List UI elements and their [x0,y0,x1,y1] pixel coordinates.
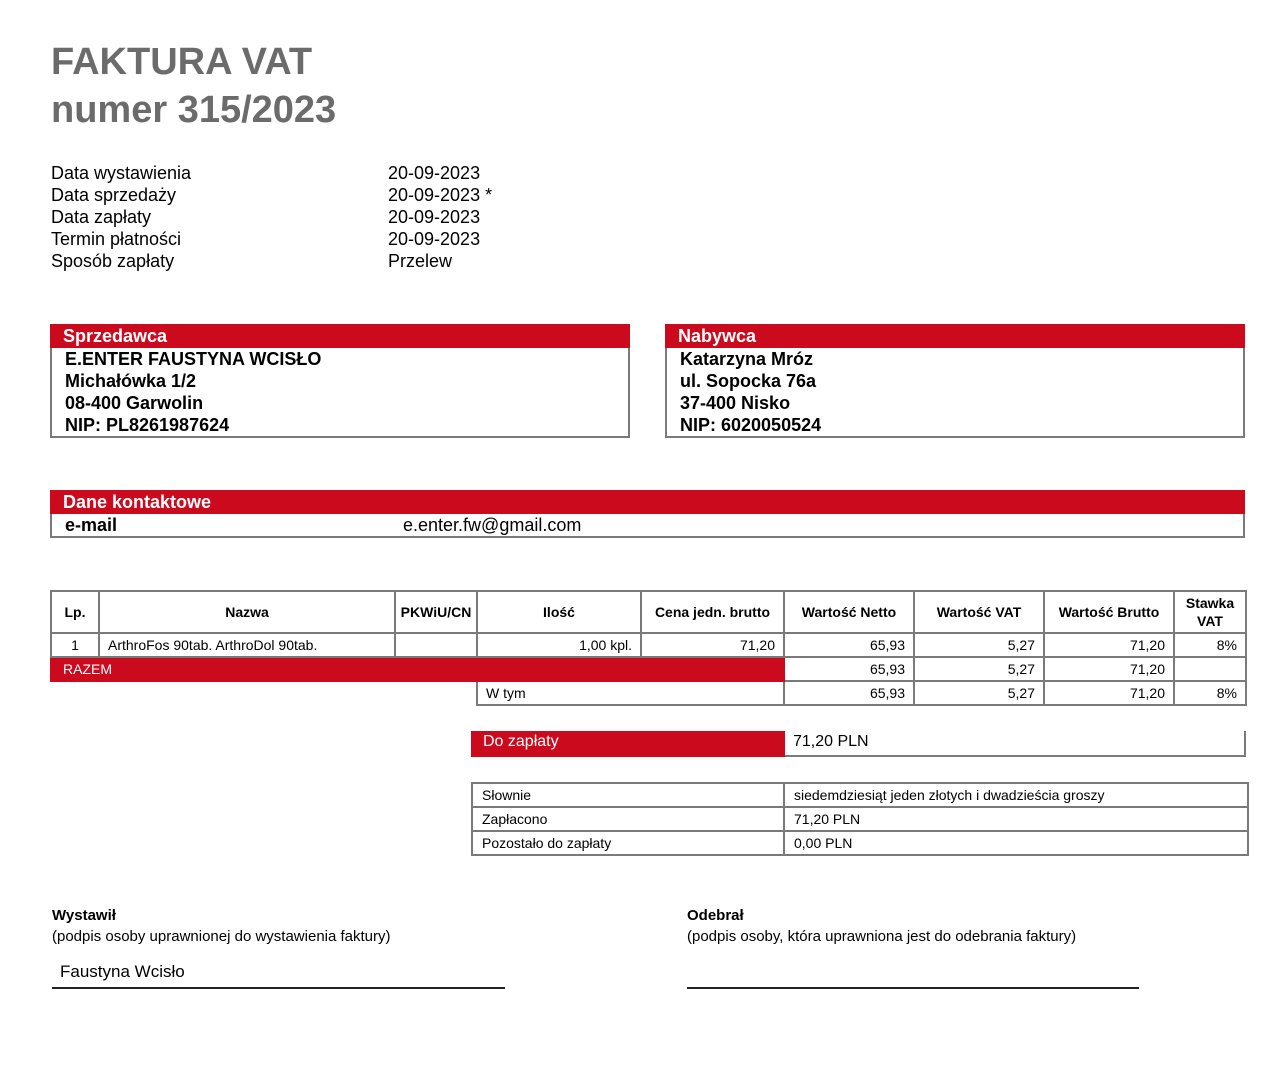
col-header: Stawka VAT [1174,591,1246,633]
summary-row [472,831,1248,855]
buyer-line: NIP: 6020050524 [680,415,822,435]
date-label: Data wystawienia [51,163,192,183]
receiver-title: Odebrał [687,907,744,924]
item-vat: 5,27 [914,633,1044,657]
including-netto: 65,93 [784,681,914,705]
col-header: Lp. [51,591,99,633]
invoice-number: numer 315/2023 [51,89,337,131]
col-header: Cena jedn. brutto [641,591,784,633]
date-label: Data sprzedaży [51,185,177,205]
total-netto: 65,93 [784,657,914,681]
items-table [50,590,1247,706]
invoice-title-text: FAKTURA VAT [51,41,313,83]
issuer-signature [52,905,505,989]
amount-due-box [471,731,1246,757]
buyer-header: Nabywca [665,324,1245,348]
seller-line: NIP: PL8261987624 [65,415,230,435]
including-label: W tym [477,681,784,705]
including-vat: 5,27 [914,681,1044,705]
summary-row [472,783,1248,807]
summary-value: 0,00 PLN [784,831,1248,855]
total-brutto: 71,20 [1044,657,1174,681]
receiver-signature [687,905,1139,989]
item-qty: 1,00 kpl. [477,633,641,657]
total-row [51,657,1246,681]
summary-label: Pozostało do zapłaty [472,831,784,855]
date-label: Data zapłaty [51,207,152,227]
including-row [51,681,1246,705]
buyer-line: ul. Sopocka 76a [680,371,817,391]
item-rate: 8% [1174,633,1246,657]
table-header-row [51,591,1246,633]
item-pkwiu [395,633,477,657]
total-label: RAZEM [51,657,784,681]
col-header: Wartość Brutto [1044,591,1174,633]
date-label: Termin płatności [51,229,182,249]
col-header: PKWiU/CN [395,591,477,633]
issuer-note: (podpis osoby uprawnionej do wystawienia faktury) [52,928,391,945]
issuer-signature-line: Faustyna Wcisło [52,957,505,989]
including-brutto: 71,20 [1044,681,1174,705]
issuer-title: Wystawił [52,907,116,924]
item-lp: 1 [51,633,99,657]
including-rate: 8% [1174,681,1246,705]
item-netto: 65,93 [784,633,914,657]
buyer-line: 37-400 Nisko [680,393,791,413]
receiver-note: (podpis osoby, która uprawniona jest do odebrania faktury) [687,928,1077,945]
payment-summary-table [471,782,1249,856]
amount-due-value: 71,20 PLN [793,733,869,750]
seller-line: 08-400 Garwolin [65,393,204,413]
item-brutto: 71,20 [1044,633,1174,657]
seller-line: Michałówka 1/2 [65,371,197,391]
buyer-line: Katarzyna Mróz [680,349,814,369]
seller-box [50,324,630,438]
contact-header: Dane kontaktowe [50,490,1245,514]
seller-header: Sprzedawca [50,324,630,348]
date-value: 20-09-2023 [388,163,481,183]
total-rate [1174,657,1246,681]
summary-label: Zapłacono [472,807,784,831]
table-row [51,633,1246,657]
date-value: Przelew [388,251,453,271]
col-header: Nazwa [99,591,395,633]
email-value: e.enter.fw@gmail.com [403,515,582,535]
spacer-cell [51,681,477,705]
date-value: 20-09-2023 [388,229,481,249]
item-name: ArthroFos 90tab. ArthroDol 90tab. [99,633,395,657]
date-value: 20-09-2023 [388,207,481,227]
total-vat: 5,27 [914,657,1044,681]
contact-box [50,490,1245,538]
summary-value: siedemdziesiąt jeden złotych i dwadzieścia groszy [784,783,1248,807]
date-label: Sposób zapłaty [51,251,175,271]
date-value: 20-09-2023 * [388,185,493,205]
summary-row [472,807,1248,831]
summary-value: 71,20 PLN [784,807,1248,831]
col-header: Wartość Netto [784,591,914,633]
amount-due-label: Do zapłaty [471,731,785,757]
item-price: 71,20 [641,633,784,657]
seller-line: E.ENTER FAUSTYNA WCISŁO [65,349,322,369]
email-label: e-mail [65,515,118,535]
col-header: Wartość VAT [914,591,1044,633]
col-header: Ilość [477,591,641,633]
summary-label: Słownie [472,783,784,807]
invoice-title [51,38,336,134]
buyer-box [665,324,1245,438]
receiver-signature-line [687,957,1139,989]
contact-row [52,514,1243,536]
